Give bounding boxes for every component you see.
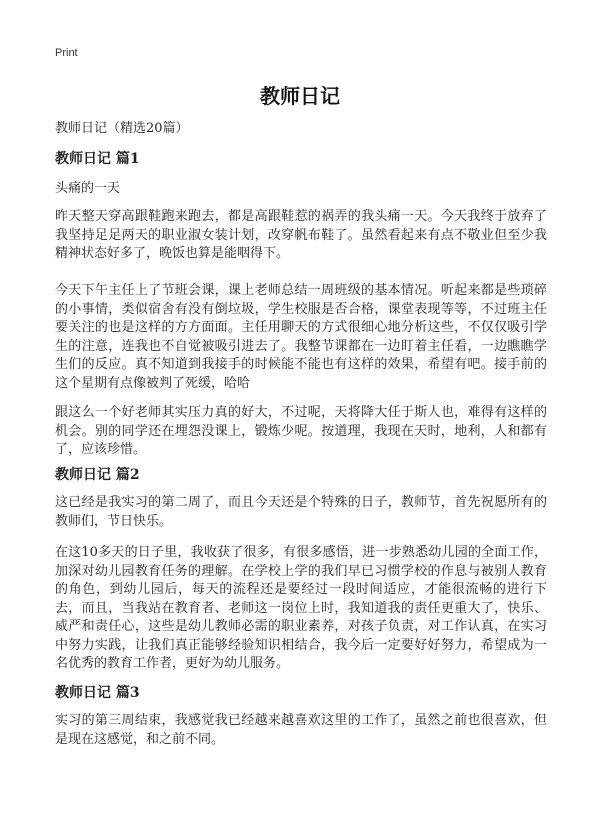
section-heading-2: 教师日记 篇2: [55, 467, 140, 483]
paragraph: 跟这么一个好老师其实压力真的好大，不过呢，天将降大任于斯人也，难得有这样的机会。别的同学还在埋怨没课上，锻炼少呢。按道理，我现在天时，地利，人和都有了，应该珍惜。: [55, 405, 547, 457]
paragraph: 实习的第三周结束，我感觉我已经越来越喜欢这里的工作了，虽然之前也很喜欢，但是现在这感觉，和之前不同。: [55, 713, 547, 747]
paragraph: 这已经是我实习的第二周了，而且今天还是个特殊的日子，教师节，首先祝愿所有的教师们，节日快乐。: [55, 495, 547, 529]
paragraph: 头痛的一天: [55, 181, 121, 196]
paragraph: 在这10多天的日子里，我收获了很多，有很多感悟，进一步熟悉幼儿园的全面工作，加深对幼儿园教育任务的理解。在学校上学的我们早已习惯学校的作息与被别人教育的角色，到幼儿园后，每天的流程还是要经过一段时间适应，才能很流畅的进行下去，而且，当我站在教育者、老师这一岗位上时，我知道我的责任更重大了，快乐、威严和责任心，这些是幼儿教师必需的职业素养，对孩子负责，对工作认真，在实习中努力实践，让我们真正能够经验知识相结合，我今后一定要好好努力，希望成为一名优秀的教育工作者，更好为幼儿服务。: [55, 545, 547, 671]
section-heading-3: 教师日记 篇3: [55, 685, 140, 701]
document-subtitle: 教师日记（精选20篇）: [55, 121, 189, 136]
section-heading-1: 教师日记 篇1: [55, 151, 140, 167]
paragraph: 昨天整天穿高跟鞋跑来跑去，都是高跟鞋惹的祸弄的我头痛一天。今天我终于放弃了我坚持足足两天的职业淑女装计划，改穿帆布鞋了。虽然看起来有点不敬业但至少我精神状态好多了，晚饭也算是能咽得下。: [55, 209, 547, 261]
page-title: 教师日记: [260, 84, 340, 108]
print-link[interactable]: Print: [55, 47, 78, 59]
paragraph: 今天下午主任上了节班会课，课上老师总结一周班级的基本情况。听起来都是些琐碎的小事情，类似宿舍有没有倒垃圾，学生校服是否合格，课堂表现等等，不过班主任要关注的也是这样的方方面面。主任用聊天的方式很细心地分析这些，不仅仅吸引学生的注意，连我也不自觉被吸引进去了。我整节课都在一边盯着主任看，一边瞧瞧学生们的反应。真不知道到我接手的时候能不能也有这样的效果，希望有吧。接手前的这个星期有点像被判了死缓，哈哈: [55, 283, 547, 391]
